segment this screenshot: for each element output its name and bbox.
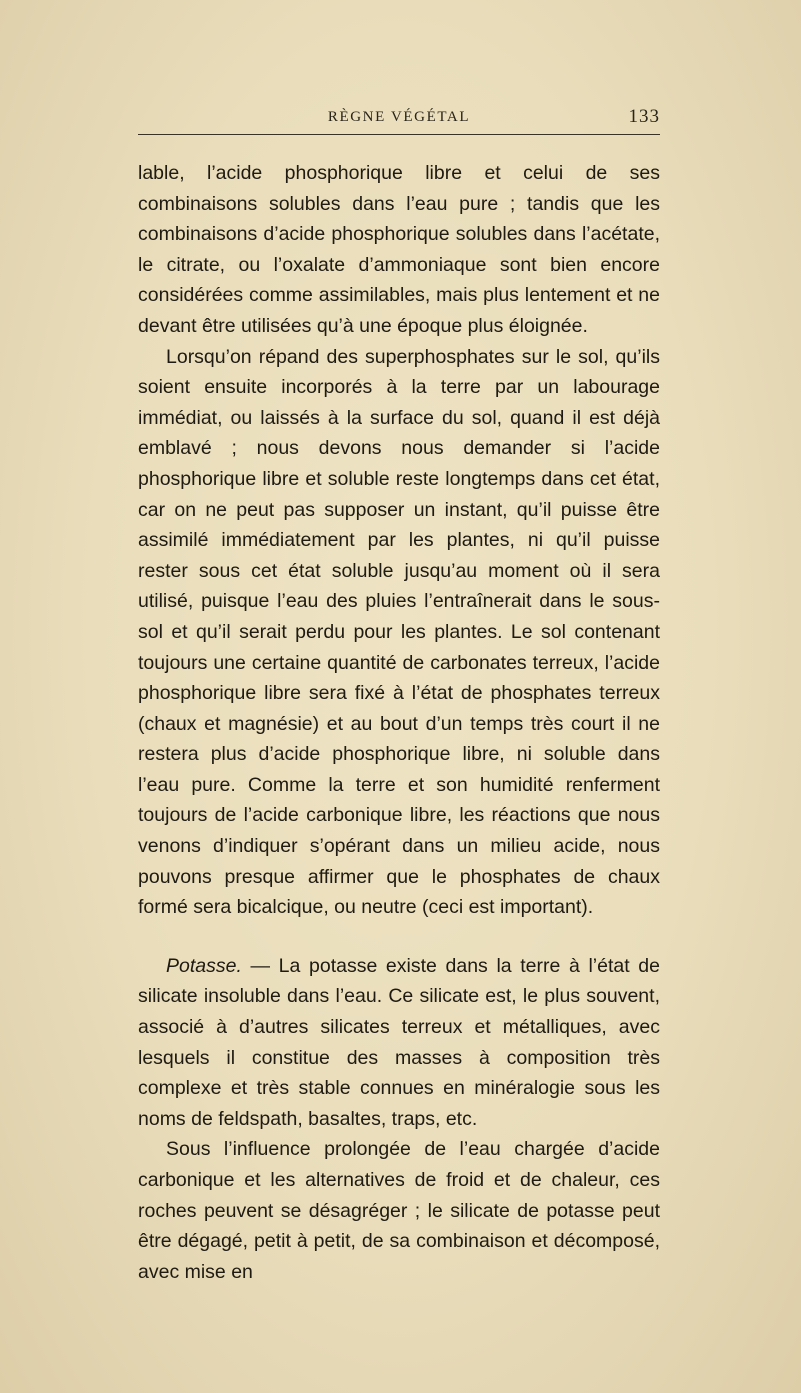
paragraph-continuation — [138, 158, 660, 342]
page-number: 133 — [628, 106, 660, 127]
paragraph-text: Lorsqu’on répand des superphosphates sur le sol, qu’ils soient ensuite incorporés à la terre par un labourage immédiat, ou laissés à la surface du sol, quand il est déjà emblavé ; nous devons nous demander si l’acide phosphorique libre et soluble reste longtemps dans cet état, car on ne peut pas supposer un instant, qu’il puisse être assimilé immédiatement par les plantes, ni qu’il puisse rester sous cet état soluble jusqu’au moment où il sera utilisé, puisque l’eau des pluies l’entraînerait dans le sous-sol et qu’il serait perdu pour les plantes. Le sol contenant toujours une certaine quantité de carbonates terreux, l’acide phosphorique libre sera fixé à l’état de phosphates terreux (chaux et magnésie) et au bout d’un temps très court il ne restera plus d’acide phosphorique libre, ni soluble dans l’eau pure. Comme la terre et son humidité renferment toujours de l’acide carbonique libre, les réactions que nous venons d’indiquer s’opérant dans un milieu acide, nous pouvons presque affirmer que le phosphates de chaux formé sera bicalcique, ou neutre (ceci est important). — [138, 345, 660, 919]
paragraph-influence — [138, 1134, 660, 1287]
paragraph-text: — La potasse existe dans la terre à l’état de silicate insoluble dans l’eau. Ce silicate est, le plus souvent, associé à d’autres silicates terreux et métalliques, avec lesquels il constitue des masses à composition très complexe et très stable connues en minéralogie sous les noms de feldspath, basaltes, traps, etc. — [138, 954, 660, 1130]
paragraph-potasse — [138, 951, 660, 1135]
paragraph-superphosphates — [138, 342, 660, 923]
body-text — [138, 158, 660, 1287]
section-heading: Potasse. — [166, 954, 242, 977]
paragraph-text: lable, l’acide phosphorique libre et celui de ses combinaisons solubles dans l’eau pure ; tandis que les combinaisons d’acide phosphorique solubles dans l’acétate, le citrate, ou l’oxalate d’ammoniaque sont bien encore considérées comme assimilables, mais plus lentement et ne devant être utilisées qu’à une époque plus éloignée. — [138, 162, 660, 337]
running-title: RÈGNE VÉGÉTAL — [327, 109, 471, 125]
paragraph-text: Sous l’influence prolongée de l’eau chargée d’acide carbonique et les alternatives de froid et de chaleur, ces roches peuvent se désagréger ; le silicate de potasse peut être dégagé, petit à petit, de sa combinaison et décomposé, avec mise en — [138, 1138, 660, 1283]
page-header — [138, 108, 660, 135]
